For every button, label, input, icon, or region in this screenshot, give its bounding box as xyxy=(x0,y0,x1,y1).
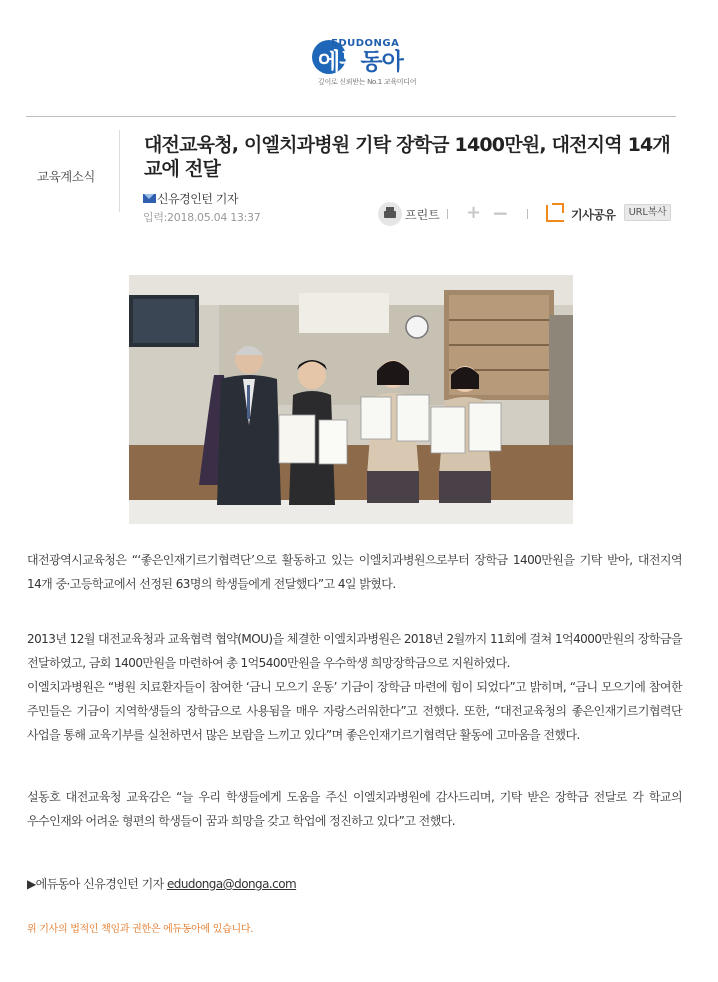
section-label[interactable]: 교육계소식 xyxy=(37,169,95,184)
url-copy-button[interactable]: URL복사 xyxy=(624,204,671,221)
share-button[interactable]: 기사공유 xyxy=(571,208,616,222)
font-decrease-icon[interactable]: − xyxy=(492,201,509,225)
toolbar-separator xyxy=(447,209,448,219)
article-title: 대전교육청, 이엘치과병원 기탁 장학금 1400만원, 대전지역 14개교에 전달 xyxy=(144,134,670,180)
toolbar-separator xyxy=(527,209,528,219)
legal-disclaimer: 위 기사의 법적인 책임과 권한은 에듀동아에 있습니다. xyxy=(27,924,254,935)
logo-wordmark-a: 에듀 xyxy=(318,49,361,75)
print-icon[interactable] xyxy=(378,202,402,226)
reporter-email-link[interactable]: edudonga@donga.com xyxy=(166,877,297,891)
reporter-signature xyxy=(27,872,682,896)
section-divider xyxy=(119,130,120,212)
header-divider xyxy=(26,116,676,117)
byline xyxy=(143,190,238,207)
logo-wordmark xyxy=(318,43,403,76)
article-photo-illustration xyxy=(129,275,573,524)
article-paragraph-line: 2013년 12월 대전교육청과 교육협력 협약(MOU)을 체결한 이엘치과병원은 2018년 2월까지 11회에 걸쳐 1억4000만원의 장학금을 전달하였고, 금회 1400만원을 마련하여 총 1억5400만원을 우수학생 희망장학금으로 지원하였다. xyxy=(27,632,682,670)
article-paragraph-line: 이엘치과병원은 “병원 치료환자들이 참여한 ‘금니 모으기 운동’ 기금이 장학금 마련에 힘이 되었다”고 밝히며, “금니 모으기에 참여한 주민들은 기금이 지역학생들의 장학금으로 사용됨을 매우 자랑스러워한다”고 전했다. 또한, “대전교육청의 좋은인재기르기협력단 사업을 통해 교육기부를 실천하면서 많은 보람을 느끼고 있다”며 좋은인재기르기협력단 활동에 고마움을 전했다. xyxy=(27,680,682,742)
article-paragraph: 설동호 대전교육청 교육감은 “늘 우리 학생들에게 도움을 주신 이엘치과병원에 감사드리며, 기탁 받은 장학금 전달로 각 학교의 우수인재와 어려운 형편의 학생들이 꿈과 희망을 갖고 학업에 정진하고 있다”고 전했다. xyxy=(27,790,682,828)
reporter-name[interactable]: 신유경인턴 기자 xyxy=(157,192,238,206)
article-photo xyxy=(129,275,573,524)
mail-icon[interactable] xyxy=(143,194,156,203)
font-increase-icon[interactable]: + xyxy=(466,202,482,223)
signature-text: ▶에듀동아 신유경인턴 기자 xyxy=(27,877,167,891)
logo-english-text: EDUDONGA xyxy=(331,38,400,49)
article-toolbar xyxy=(378,201,680,227)
site-logo[interactable] xyxy=(0,36,718,92)
publish-date: 입력:2018.05.04 13:37 xyxy=(143,211,261,224)
print-button[interactable]: 프린트 xyxy=(405,208,440,222)
article-paragraph: 대전광역시교육청은 “‘좋은인재기르기협력단’으로 활동하고 있는 이엘치과병원으로부터 장학금 1400만원을 기탁 받아, 대전지역 14개 중·고등학교에서 선정된 63명의 학생들에게 전달했다”고 4일 밝혔다. xyxy=(27,553,682,591)
logo-tagline: 깊이로 신뢰받는 No.1 교육미디어 xyxy=(318,78,417,86)
share-icon[interactable] xyxy=(546,205,564,222)
logo-wordmark-b: 동아 xyxy=(360,49,403,75)
article-paragraph xyxy=(27,627,682,747)
